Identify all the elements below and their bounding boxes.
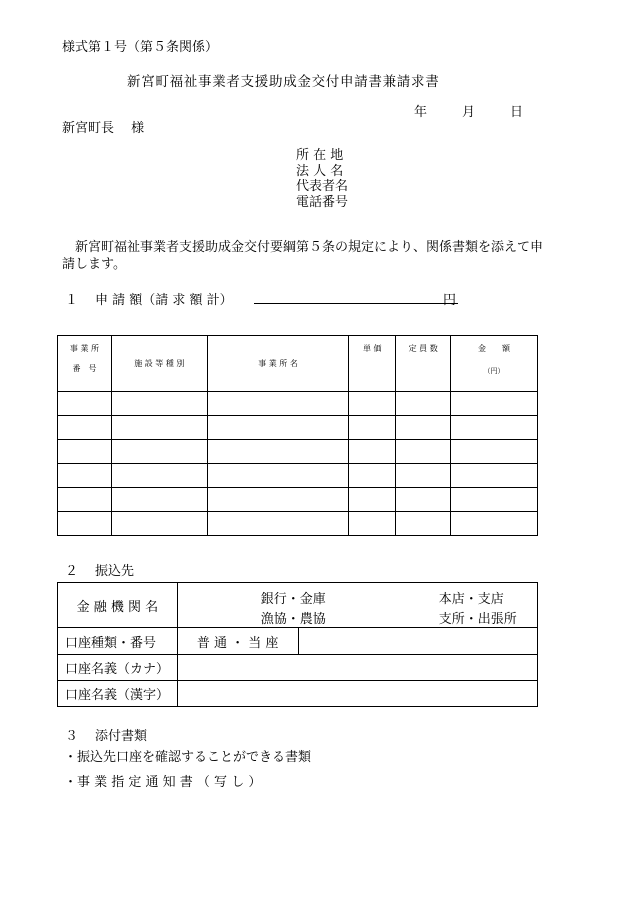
table-cell[interactable] (396, 512, 451, 536)
table-cell[interactable] (111, 512, 207, 536)
table-cell[interactable] (396, 464, 451, 488)
section2-label: 振込先 (95, 564, 135, 579)
table-cell[interactable] (349, 512, 396, 536)
bank-label: 金 融 機 関 名 (76, 599, 159, 615)
section1-number: １ (65, 293, 79, 308)
header-office-number (58, 336, 112, 392)
branch-type-2: 支所・出張所 (438, 612, 517, 627)
account-type-label: 口座種類・番号 (65, 635, 157, 651)
amount-field[interactable] (254, 287, 458, 304)
table-cell[interactable] (396, 440, 451, 464)
applicant-corp-name-label: 法 人 名 (296, 163, 344, 179)
header-facility-type-label: 施 設 等 種 別 (134, 358, 185, 368)
holder-kanji-row (58, 681, 538, 707)
date-day: 日 (510, 105, 524, 120)
table-row (58, 464, 538, 488)
header-unit-price (349, 336, 396, 392)
holder-kanji-label: 口座名義（漢字） (65, 688, 170, 703)
table-cell[interactable] (451, 488, 538, 512)
table-row (58, 440, 538, 464)
bank-row (58, 583, 538, 628)
holder-kana-value-cell[interactable] (177, 655, 537, 681)
branch-type-1: 本店・支店 (438, 592, 504, 607)
bank-type-2: 漁協・農協 (260, 612, 326, 627)
table-cell[interactable] (396, 416, 451, 440)
table-cell[interactable] (58, 440, 112, 464)
table-cell[interactable] (349, 488, 396, 512)
attachment-item: ・事 業 指 定 通 知 書 （ 写 し ） (64, 775, 262, 790)
account-type-row (58, 628, 538, 655)
attachment-item: ・振込先口座を確認することができる書類 (64, 750, 312, 765)
table-cell[interactable] (451, 440, 538, 464)
table-cell[interactable] (396, 392, 451, 416)
table-cell[interactable] (207, 440, 349, 464)
header-capacity (396, 336, 451, 392)
header-amount-unit: （円） (483, 367, 505, 375)
table-cell[interactable] (451, 512, 538, 536)
table-row (58, 512, 538, 536)
table-row (58, 392, 538, 416)
applicant-address-label: 所 在 地 (296, 148, 344, 163)
account-type-value: 普 通 ・ 当 座 (196, 635, 279, 651)
table-row (58, 488, 538, 512)
table-cell[interactable] (451, 464, 538, 488)
header-capacity-label: 定 員 数 (408, 344, 438, 353)
table-header-row (58, 336, 538, 392)
table-cell[interactable] (111, 416, 207, 440)
table-cell[interactable] (451, 416, 538, 440)
header-office-number-line2: 番 号 (72, 364, 97, 373)
table-cell[interactable] (349, 416, 396, 440)
table-cell[interactable] (207, 392, 349, 416)
date-month: 月 (462, 105, 476, 120)
applicant-block (296, 148, 348, 210)
section3-number: ３ (65, 729, 79, 744)
table-cell[interactable] (207, 464, 349, 488)
body-text: 新宮町福祉事業者支援助成金交付要綱第５条の規定により、関係書類を添えて申請します。 (62, 240, 544, 272)
holder-kanji-value-cell[interactable] (177, 681, 537, 707)
table-cell[interactable] (58, 416, 112, 440)
header-amount-label: 金 額 (478, 344, 511, 353)
section3-heading (65, 725, 147, 744)
section3-label: 添付書類 (95, 729, 148, 744)
header-office-name (207, 336, 349, 392)
table-cell[interactable] (396, 488, 451, 512)
section2-number: ２ (65, 564, 79, 579)
amount-unit: 円 (443, 293, 457, 308)
table-row (58, 416, 538, 440)
bank-label-cell (58, 583, 178, 628)
header-unit-price-label: 単 価 (363, 344, 382, 353)
table-cell[interactable] (349, 440, 396, 464)
table-cell[interactable] (207, 512, 349, 536)
section1-heading (65, 289, 233, 308)
holder-kana-row (58, 655, 538, 681)
account-type-label-cell (58, 628, 178, 655)
date-year: 年 (414, 105, 428, 120)
table-cell[interactable] (349, 464, 396, 488)
addressee: 新宮町長 様 (62, 121, 145, 136)
applicant-phone-label: 電話番号 (296, 194, 349, 210)
table-cell[interactable] (58, 464, 112, 488)
section1-label: 申 請 額（請 求 額 計） (95, 293, 233, 308)
application-table (57, 335, 538, 536)
header-amount (451, 336, 538, 392)
header-office-name-label: 事 業 所 名 (258, 358, 298, 368)
bank-transfer-table (57, 582, 538, 707)
table-cell[interactable] (111, 440, 207, 464)
table-cell[interactable] (111, 464, 207, 488)
account-number-cell[interactable] (298, 628, 537, 655)
table-cell[interactable] (58, 488, 112, 512)
section2-heading (65, 560, 134, 579)
table-cell[interactable] (111, 392, 207, 416)
table-cell[interactable] (58, 512, 112, 536)
holder-kana-label: 口座名義（カナ） (65, 662, 170, 677)
form-number: 様式第１号（第５条関係） (62, 40, 219, 55)
table-cell[interactable] (451, 392, 538, 416)
account-type-value-cell[interactable] (177, 628, 298, 655)
bank-name-cell[interactable] (177, 583, 537, 628)
date-row (414, 101, 523, 120)
table-cell[interactable] (349, 392, 396, 416)
holder-kana-label-cell (58, 655, 178, 681)
table-cell[interactable] (58, 392, 112, 416)
bank-type-1: 銀行・金庫 (260, 592, 326, 607)
header-facility-type (111, 336, 207, 392)
header-office-number-line1: 事 業 所 (69, 344, 99, 353)
table-cell[interactable] (207, 416, 349, 440)
table-cell[interactable] (111, 488, 207, 512)
document-title: 新宮町福祉事業者支援助成金交付申請書兼請求書 (127, 74, 440, 90)
applicant-representative-label: 代表者名 (296, 179, 349, 194)
holder-kanji-label-cell (58, 681, 178, 707)
table-cell[interactable] (207, 488, 349, 512)
